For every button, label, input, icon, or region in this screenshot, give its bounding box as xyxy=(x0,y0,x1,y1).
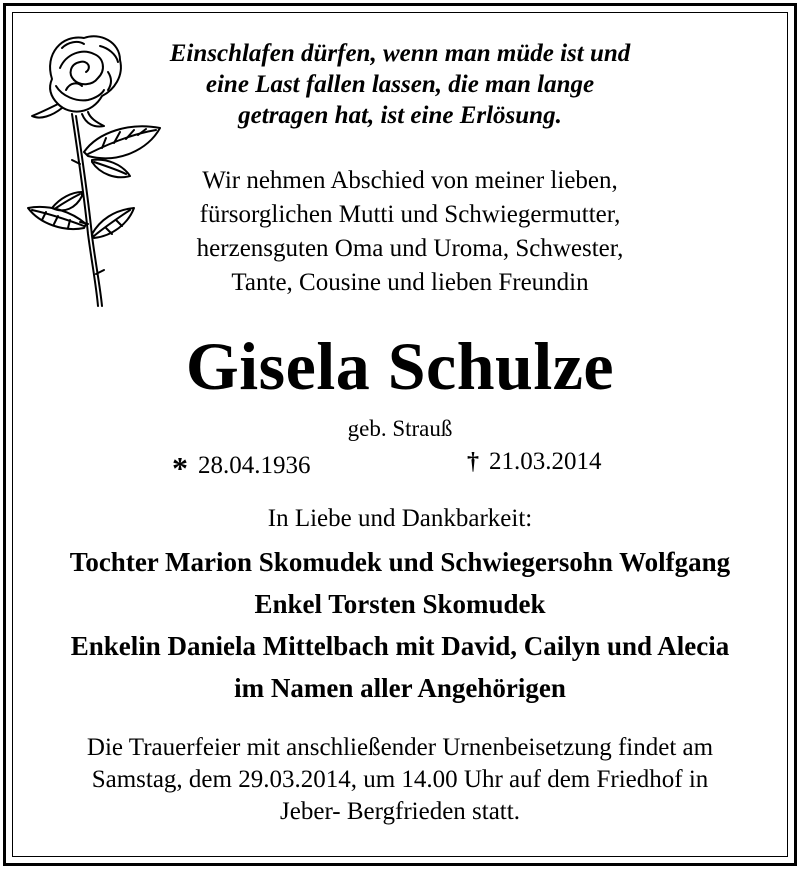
mourners-block xyxy=(0,541,800,709)
intro-line: Wir nehmen Abschied von meiner lieben, xyxy=(202,167,618,194)
birth-date-group xyxy=(172,445,311,486)
death-cross-icon: † xyxy=(467,449,479,475)
mourner-line: Tochter Marion Skomudek und Schwiegersohn Wolfgang xyxy=(69,547,731,577)
service-line: Die Trauerfeier mit anschließender Urnenbeisetzung findet am xyxy=(86,734,714,761)
quote-line: Einschlafen dürfen, wenn man müde ist und xyxy=(169,40,631,67)
birth-star-icon: * xyxy=(172,450,188,486)
birth-name: geb. Strauß xyxy=(347,416,453,441)
service-info xyxy=(0,732,800,828)
intro-line: herzensguten Oma und Uroma, Schwester, xyxy=(196,235,624,262)
birth-date: 28.04.1936 xyxy=(198,452,311,479)
quote-line: getragen hat, ist eine Erlösung. xyxy=(238,102,562,129)
quote-line: eine Last fallen lassen, die man lange xyxy=(205,71,595,98)
mourner-line: Enkel Torsten Skomudek xyxy=(254,589,546,619)
deceased-name: Gisela Schulze xyxy=(185,328,615,404)
intro-line: Tante, Cousine und lieben Freundin xyxy=(231,269,589,296)
service-line: Jeber- Bergfrieden statt. xyxy=(280,798,520,825)
death-date: 21.03.2014 xyxy=(489,448,602,475)
life-dates xyxy=(0,445,800,486)
mourner-line: im Namen aller Angehörigen xyxy=(234,673,566,703)
thanks-line: In Liebe und Dankbarkeit: xyxy=(267,505,533,532)
intro-line: fürsorglichen Mutti und Schwiegermutter, xyxy=(199,201,621,228)
mourner-line: Enkelin Daniela Mittelbach mit David, Cailyn und Alecia xyxy=(70,631,730,661)
service-line: Samstag, dem 29.03.2014, um 14.00 Uhr auf dem Friedhof in xyxy=(91,766,709,793)
death-date-group xyxy=(467,445,602,479)
intro-block xyxy=(130,164,690,300)
quote-block xyxy=(120,38,680,131)
